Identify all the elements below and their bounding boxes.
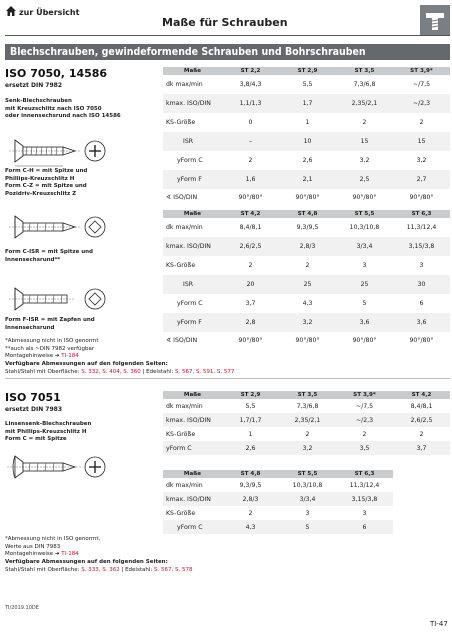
table-cell: 2,8 [222, 313, 279, 332]
table-cell: 4,3 [302, 300, 313, 307]
table-cell: 2 [362, 119, 367, 126]
header-divider [5, 35, 450, 36]
table-cell: 3,6 [393, 313, 450, 332]
availability-label: Stahl/Stahl mit Oberfläche: [5, 566, 82, 573]
iso7051-table-2 [163, 470, 393, 534]
table-cell: ~/7,5 [412, 81, 431, 88]
table-cell: 9,3/9,5 [239, 481, 262, 489]
iso7050-desc [5, 98, 121, 121]
table-cell: KS-Größe [166, 262, 196, 269]
table-cell: ISR [163, 132, 222, 151]
table-cell: 3 [305, 509, 310, 517]
table-row [163, 427, 450, 441]
table-cell: 5,5 [245, 402, 256, 410]
table-cell: kmax. ISO/DIN [163, 413, 222, 427]
note-line: *Abmessung nicht in ISO genormt, [5, 536, 101, 542]
table-header-cell: ST 2,9 [222, 391, 279, 399]
desc-line: Form F-ISR = mit Zapfen und [5, 317, 95, 323]
table-cell: 2 [419, 119, 424, 126]
table-header-cell: ST 5,5 [279, 470, 336, 478]
mounting-link[interactable]: TI-184 [61, 551, 79, 557]
table-cell: 1,1/1,3 [222, 94, 279, 113]
iso7051-title: ISO 7051 [5, 391, 61, 404]
table-cell: 25 [279, 275, 336, 294]
table-cell: 90°/80° [295, 194, 320, 201]
table-header-row [163, 67, 450, 75]
table-cell: 2,35/2,1 [336, 94, 393, 113]
table-header-cell: ST 2,9 [279, 67, 336, 75]
table-cell: 25 [336, 275, 393, 294]
table-cell: 90°/80° [352, 194, 377, 201]
mounting-label: Montagehinweise ➔ [5, 353, 62, 359]
table-cell: ~/7,5 [355, 402, 374, 410]
iso7050-form-desc3 [5, 317, 95, 332]
table-header-cell: ST 6,3 [393, 210, 450, 218]
table-cell: 0 [248, 119, 253, 126]
table-cell: 11,3/12,4 [349, 481, 380, 489]
desc-line: Form C-Z = mit Spitze und [5, 183, 87, 189]
document-code: TI/2019.10DE [5, 605, 39, 611]
table-cell: 6 [419, 300, 424, 307]
screw-drawing-c-h [5, 132, 115, 172]
table-cell: kmax. ISO/DIN [163, 492, 222, 506]
desc-line: mit Phillips-Kreuzschlitz H [5, 428, 87, 435]
table-row [163, 256, 450, 275]
table-cell: KS-Größe [166, 509, 196, 517]
table-header-cell: ST 4,8 [279, 210, 336, 218]
page-number: TI-47 [430, 620, 448, 628]
table-cell: 3,8/4,3 [239, 81, 262, 88]
table-cell: 11,3/12,4 [406, 224, 437, 231]
mounting-label: Montagehinweise ➔ [5, 551, 62, 557]
desc-line: Phillips-Kreuzschlitz H [5, 175, 75, 182]
table-row [163, 151, 450, 170]
table-cell: 3,7 [393, 441, 450, 455]
table-cell: 2,35/2,1 [279, 413, 336, 427]
table-cell: 2 [362, 430, 367, 438]
table-cell: 5 [279, 520, 336, 534]
table-cell: 6 [336, 520, 393, 534]
table-cell: 3,2 [279, 313, 336, 332]
table-header-cell: ST 3,9* [336, 391, 393, 399]
table-cell: 3,15/3,8 [393, 237, 450, 256]
table-cell: 3 [362, 262, 367, 269]
table-header-cell: ST 4,8 [222, 470, 279, 478]
screw-drawing-f-isr [5, 282, 115, 318]
table-cell: KS-Größe [166, 119, 196, 126]
table-row [163, 332, 450, 349]
availability-label: Stahl/Stahl mit Oberfläche: [5, 368, 82, 375]
table-header-cell: ST 3,9* [393, 67, 450, 75]
table-cell: yForm C [163, 520, 222, 534]
table-header-row [163, 391, 450, 399]
availability-links-steel[interactable]: S. 332, S. 404, S. 360 [81, 368, 141, 375]
table-row [163, 75, 450, 94]
table-row [163, 313, 450, 332]
availability-separator: | Edelstahl: [140, 368, 175, 375]
table-cell: 3/3,4 [279, 492, 336, 506]
table-cell: 2,5 [336, 170, 393, 189]
table-cell: 2,1 [279, 170, 336, 189]
table-row [163, 413, 450, 427]
availability-links-stainless[interactable]: S. 567, S. 578 [153, 566, 193, 573]
section-title: Blechschrauben, gewindeformende Schrauben und Bohrschrauben [5, 44, 450, 60]
table-cell: 1 [305, 119, 310, 126]
availability-title: Verfügbare Abmessungen auf den folgenden Seiten: [5, 559, 168, 565]
table-cell: ISR [163, 275, 222, 294]
table-cell: 7,3/6,8 [296, 402, 319, 410]
table-row [163, 506, 393, 520]
table-cell: dk max/min [166, 224, 203, 231]
availability-line [5, 369, 234, 377]
table-row [163, 275, 450, 294]
table-header-cell: ST 2,2 [222, 67, 279, 75]
iso7050-title: ISO 7050, 14586 [5, 67, 108, 80]
table-row [163, 520, 393, 534]
desc-line: Form C = mit Spitze [5, 436, 67, 442]
home-link[interactable] [5, 5, 79, 17]
table-cell: 5,5 [302, 81, 313, 88]
table-header-row [163, 210, 450, 218]
mounting-hint [5, 551, 100, 559]
screw-logo-icon [420, 5, 450, 35]
table-header-cell: Maße [163, 470, 222, 478]
table-cell: 3 [419, 262, 424, 269]
table-cell: yForm F [163, 170, 222, 189]
table-cell: 4,3 [222, 520, 279, 534]
table-cell: dk max/min [166, 81, 203, 88]
table-cell: 15 [393, 132, 450, 151]
desc-line: Pozidriv-Kreuzschlitz Z [5, 190, 77, 197]
iso7050-form-desc2 [5, 249, 93, 264]
iso7051-desc [5, 421, 91, 444]
table-cell: 2 [248, 157, 253, 164]
desc-line: oder innensechsrund nach ISO 14586 [5, 113, 121, 119]
table-cell: 10 [279, 132, 336, 151]
desc-line: Form C-H = mit Spitze und [5, 168, 88, 174]
iso7051-replaces: ersetzt DIN 7983 [5, 406, 63, 413]
table-cell: 2 [419, 430, 424, 438]
table-cell: 1 [248, 430, 253, 438]
iso7050-notes [5, 338, 98, 361]
home-label: zur Übersicht [19, 8, 80, 17]
table-cell: 3,7 [245, 300, 256, 307]
table-header-cell: Maße [163, 210, 222, 218]
note-line: **auch als ~DIN 7982 verfügbar [5, 345, 95, 352]
table-cell: – [222, 132, 279, 151]
iso7051-notes [5, 536, 100, 559]
table-cell: yForm C [177, 300, 203, 307]
table-cell: dk max/min [166, 481, 203, 489]
table-header-cell: ST 3,5 [279, 391, 336, 399]
table-cell: 3,2 [279, 441, 336, 455]
table-cell: 3,2 [359, 157, 370, 164]
table-cell: 2,8/3 [279, 237, 336, 256]
table-cell: 90°/80° [238, 337, 263, 344]
table-cell: 90°/80° [352, 337, 377, 344]
table-row [163, 132, 450, 151]
table-cell: 8,4/8,1 [239, 224, 262, 231]
table-cell: 3,2 [416, 157, 427, 164]
table-cell: 90°/80° [409, 194, 434, 201]
table-cell: kmax. ISO/DIN [163, 237, 222, 256]
table-cell: 2 [248, 509, 253, 517]
table-cell: 2,7 [393, 170, 450, 189]
table-cell: 1,7/1,7 [222, 413, 279, 427]
table-cell: 15 [336, 132, 393, 151]
desc-line: Form C-ISR = mit Spitze und [5, 249, 93, 255]
table-row [163, 492, 393, 506]
table-cell: 3,15/3,8 [336, 492, 393, 506]
table-row [163, 113, 450, 132]
table-cell: 2 [248, 262, 253, 269]
table-row [163, 441, 450, 455]
table-cell: kmax. ISO/DIN [163, 94, 222, 113]
table-cell: 2 [305, 430, 310, 438]
availability-links-steel[interactable]: S. 333, S. 362 [81, 566, 120, 573]
table-cell: 2,6 [302, 157, 313, 164]
table-header-cell: Maße [163, 67, 222, 75]
table-header-cell: ST 6,3 [336, 470, 393, 478]
table-row [163, 189, 450, 206]
table-cell: 3 [362, 509, 367, 517]
table-cell: 3,6 [336, 313, 393, 332]
table-cell: 5 [362, 300, 367, 307]
section-divider [5, 378, 450, 379]
table-row [163, 399, 450, 413]
note-line: *Abmessung nicht in ISO genormt [5, 338, 99, 344]
desc-line: Innensechsrund [5, 324, 55, 331]
table-cell: ∢ ISO/DIN [166, 337, 198, 344]
iso7051-availability [5, 559, 192, 574]
availability-separator: | Edelstahl: [119, 566, 154, 573]
iso7050-form-desc [5, 168, 87, 198]
table-cell: 90°/80° [295, 337, 320, 344]
table-cell: ∢ ISO/DIN [166, 194, 198, 201]
table-cell: ~/2,3 [336, 413, 393, 427]
iso7050-table-2 [163, 210, 450, 349]
mounting-link[interactable]: TI-184 [61, 353, 79, 359]
screw-drawing-raised-countersunk [5, 448, 115, 488]
iso7050-table-1 [163, 67, 450, 206]
table-header-cell: ST 3,5 [336, 67, 393, 75]
desc-line: Innensechsrund** [5, 256, 61, 263]
table-cell: ~/2,3 [393, 94, 450, 113]
table-cell: dk max/min [166, 402, 203, 410]
table-cell: 1,6 [222, 170, 279, 189]
table-cell: 1,7 [279, 94, 336, 113]
table-header-row [163, 470, 393, 478]
table-cell: 2,6 [222, 441, 279, 455]
iso7050-replaces: ersetzt DIN 7982 [5, 82, 63, 89]
table-cell: 90°/80° [238, 194, 263, 201]
table-cell: 2,8/3 [222, 492, 279, 506]
table-row [163, 294, 450, 313]
table-header-cell: ST 4,2 [393, 391, 450, 399]
table-cell: 3,5 [336, 441, 393, 455]
table-cell: 20 [222, 275, 279, 294]
table-header-cell: Maße [163, 391, 222, 399]
page-title: Maße für Schrauben [162, 16, 288, 29]
table-cell: 2,6/2,5 [393, 413, 450, 427]
iso7050-availability [5, 361, 234, 376]
table-header-cell: ST 4,2 [222, 210, 279, 218]
table-cell: 9,3/9,5 [296, 224, 319, 231]
mounting-hint [5, 353, 98, 361]
table-cell: yForm F [163, 313, 222, 332]
desc-line: Linsensenk-Blechschrauben [5, 421, 92, 427]
desc-line: Senk-Blechschrauben [5, 98, 72, 104]
availability-title: Verfügbare Abmessungen auf den folgenden Seiten: [5, 361, 168, 367]
table-cell: 7,3/6,8 [353, 81, 376, 88]
note-line: Werte aus DIN 7983 [5, 543, 61, 550]
table-cell: 30 [393, 275, 450, 294]
screw-drawing-c-isr [5, 208, 115, 248]
table-cell: yForm C [177, 157, 203, 164]
home-icon [5, 5, 17, 17]
table-row [163, 94, 450, 113]
table-cell: 2 [305, 262, 310, 269]
table-cell: 2,6/2,5 [222, 237, 279, 256]
table-cell: 10,3/10,8 [292, 481, 323, 489]
table-cell: 3/3,4 [336, 237, 393, 256]
table-cell: yForm C [163, 441, 222, 455]
table-row [163, 218, 450, 237]
table-cell: 90°/80° [409, 337, 434, 344]
table-row [163, 170, 450, 189]
table-header-cell: ST 5,5 [336, 210, 393, 218]
desc-line: mit Kreuzschlitz nach ISO 7050 [5, 105, 102, 112]
table-cell: 10,3/10,8 [349, 224, 380, 231]
availability-line [5, 567, 192, 575]
table-row [163, 478, 393, 492]
table-row [163, 237, 450, 256]
table-cell: 8,4/8,1 [410, 402, 433, 410]
availability-links-stainless[interactable]: S. 567, S. 591, S. 577 [174, 368, 235, 375]
iso7051-table-1 [163, 391, 450, 455]
table-cell: KS-Größe [166, 430, 196, 438]
